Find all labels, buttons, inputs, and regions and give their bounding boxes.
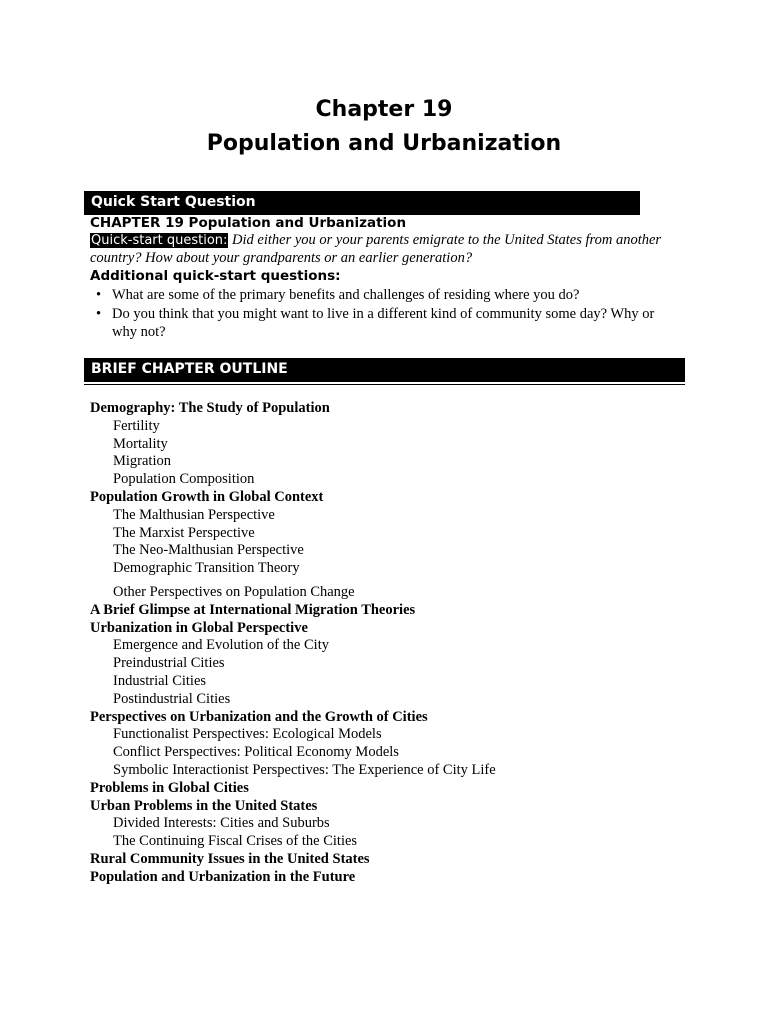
outline-subitem: Fertility: [113, 417, 160, 434]
outline-section-bar: BRIEF CHAPTER OUTLINE: [84, 358, 685, 382]
outline-subitem: The Malthusian Perspective: [113, 506, 275, 523]
outline-heading: Perspectives on Urbanization and the Growth of Cities: [90, 708, 428, 725]
outline-heading: A Brief Glimpse at International Migration Theories: [90, 601, 416, 618]
outline-subitem: Migration: [113, 453, 171, 470]
outline-heading: Demography: The Study of Population: [90, 400, 330, 416]
outline-subitem: Emergence and Evolution of the City: [113, 637, 329, 654]
outline-heading: Population and Urbanization in the Future: [90, 868, 356, 885]
outline-subitem: Divided Interests: Cities and Suburbs: [113, 815, 330, 832]
outline-heading: Problems in Global Cities: [90, 779, 249, 796]
outline-subitem: Preindustrial Cities: [113, 655, 225, 672]
additional-questions-list: [90, 286, 670, 341]
outline-subitem: Other Perspectives on Population Change: [113, 583, 355, 600]
chapter-outline: [90, 400, 710, 887]
outline-heading: Urban Problems in the United States: [90, 797, 318, 814]
additional-questions-label: Additional quick-start questions:: [90, 268, 341, 284]
outline-subitem: Demographic Transition Theory: [113, 560, 300, 577]
quick-start-question-label: Quick-start question:: [91, 233, 228, 248]
quick-start-question-text: Did either you or your parents emigrate to the United States from another country? How about your grandparents or an earlier generation?: [90, 232, 662, 266]
outline-subitem: Industrial Cities: [113, 672, 207, 689]
chapter-number: Chapter 19: [315, 97, 453, 122]
list-item: [90, 305, 670, 341]
outline-subitem: Symbolic Interactionist Perspectives: The Experience of City Life: [113, 761, 496, 778]
outline-subitem: Postindustrial Cities: [113, 690, 231, 707]
list-item-text: What are some of the primary benefits and challenges of residing where you do?: [112, 287, 580, 303]
bullet-icon: •: [96, 287, 102, 303]
outline-heading: Urbanization in Global Perspective: [90, 619, 308, 636]
outline-subitem: Conflict Perspectives: Political Economy Models: [113, 744, 399, 761]
bullet-icon: •: [96, 305, 102, 322]
outline-subitem: Population Composition: [113, 471, 255, 488]
outline-subitem: The Continuing Fiscal Crises of the Cities: [113, 833, 358, 850]
outline-heading: Rural Community Issues in the United States: [90, 850, 370, 867]
quick-start-section-bar: Quick Start Question: [84, 191, 640, 215]
list-item: [90, 286, 670, 304]
quick-start-question: [90, 232, 680, 267]
outline-heading: Population Growth in Global Context: [90, 488, 324, 505]
list-item-text: Do you think that you might want to live in a different kind of community some day? Why or why not?: [112, 305, 655, 340]
quick-start-chapter-line: CHAPTER 19 Population and Urbanization: [90, 215, 407, 231]
chapter-title: Population and Urbanization: [206, 131, 562, 156]
outline-subitem: The Neo-Malthusian Perspective: [113, 542, 304, 559]
outline-subitem: Mortality: [113, 435, 168, 452]
outline-subitem: The Marxist Perspective: [113, 524, 255, 541]
outline-subitem: Functionalist Perspectives: Ecological Models: [113, 726, 382, 743]
